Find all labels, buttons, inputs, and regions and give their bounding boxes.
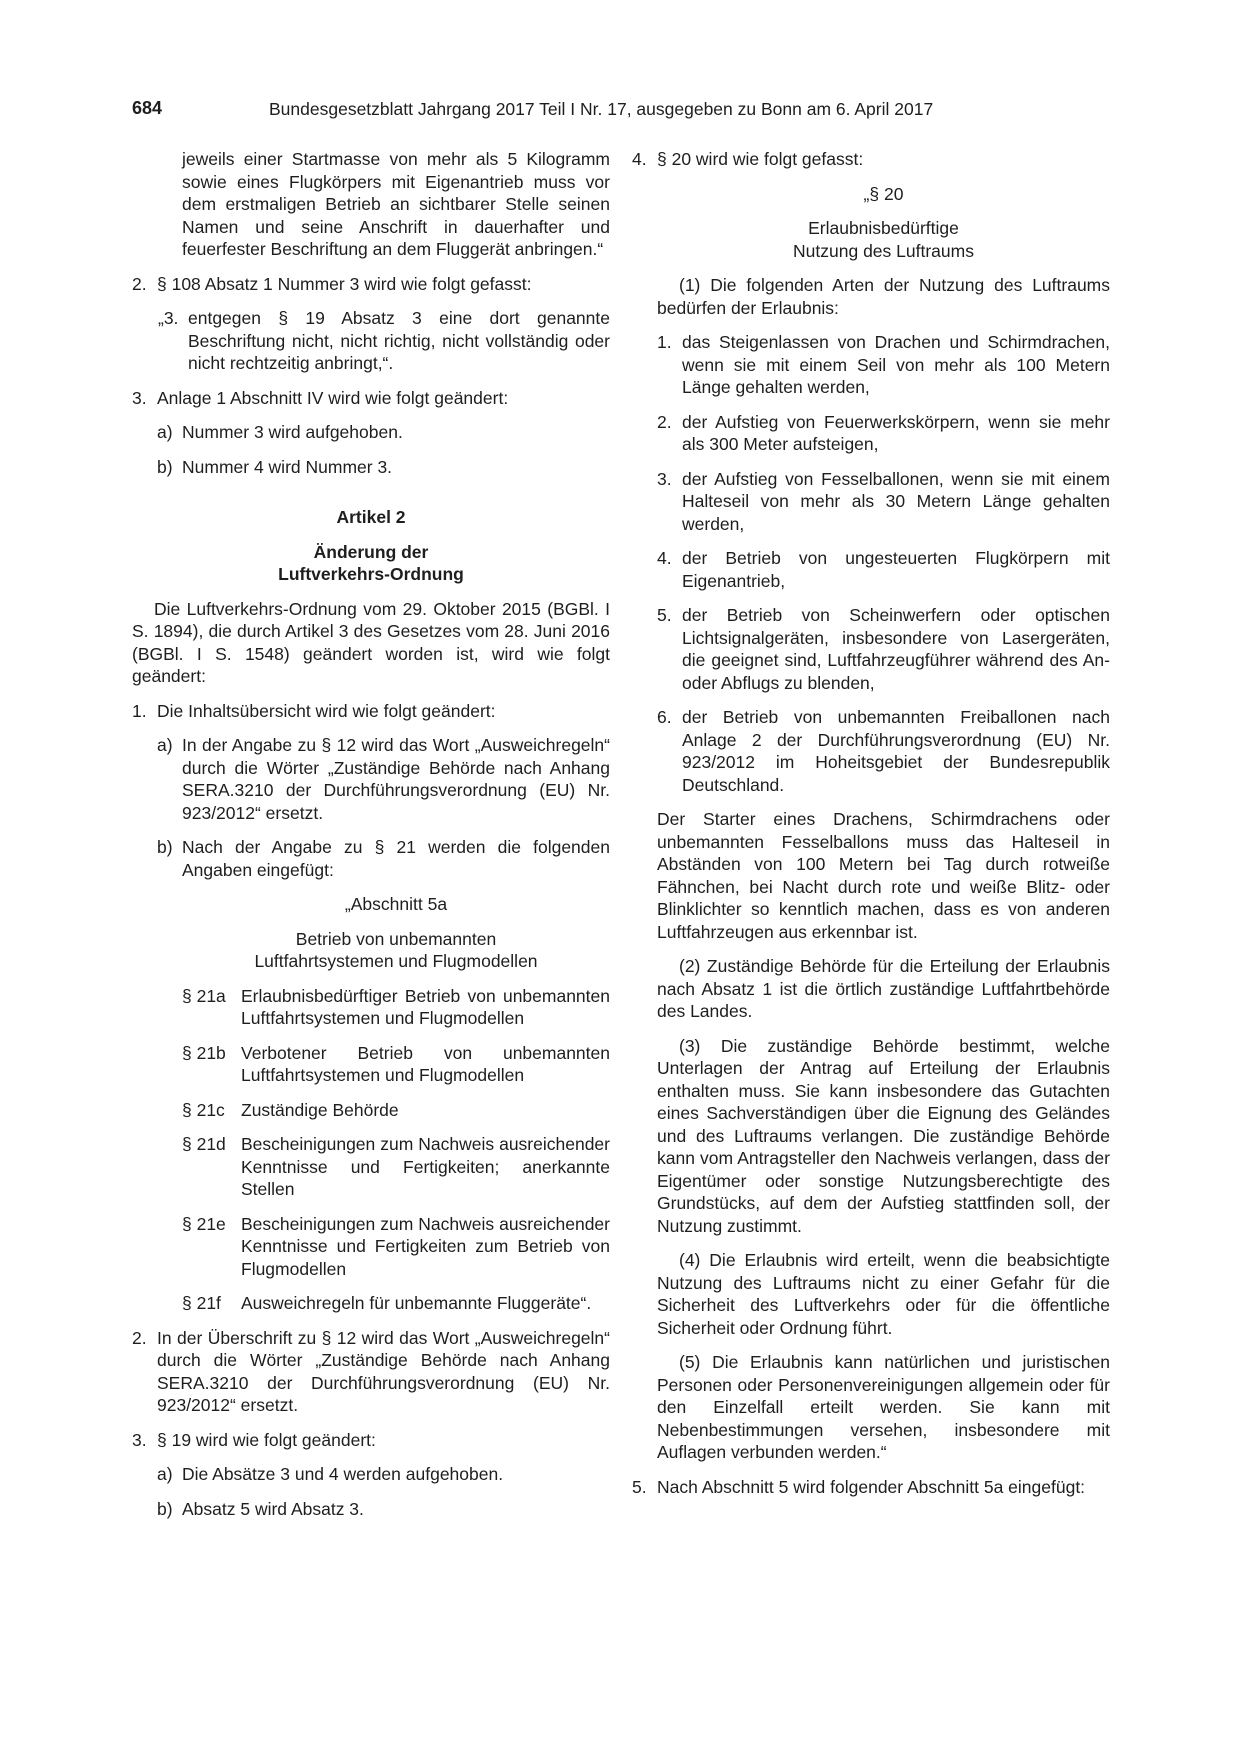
item-text: Die Inhaltsübersicht wird wie folgt geändert:	[157, 700, 496, 721]
item-number: 1.	[132, 700, 147, 721]
item-text: § 20 wird wie folgt gefasst:	[657, 149, 864, 169]
list-item	[632, 547, 1110, 592]
absatz-3: (3) Die zuständige Behörde bestimmt, welche Unterlagen der Antrag auf Erteilung der Erlaubnis enthalten muss. Sie kann insbesondere das Gutachten eines Sachverständigen über die Eignung des Geländes und des Luftraums verlangen. Die zuständige Behörde kann vom Antragsteller den Nachweis verlangen, dass der Eigentümer oder sonstige Nutzungsberechtigte des Grundstücks, auf dem der Aufstieg stattfinden soll, der Nutzung zustimmt.	[657, 1035, 1110, 1236]
item-number: 3.	[657, 468, 672, 489]
absatz-5: (5) Die Erlaubnis kann natürlichen und juristischen Personen oder Personenvereinigungen allgemein oder für den Einzelfall erteilt werden. Sie kann mit Nebenbestimmungen versehen, insbesondere mit Auflagen verbunden werden.“	[657, 1352, 1110, 1462]
item-number: 6.	[657, 707, 672, 727]
toc-entry	[132, 1133, 610, 1201]
list-item	[132, 1327, 610, 1417]
list-item	[632, 148, 1110, 171]
list-item	[632, 411, 1110, 456]
article-subtitle: Änderung der	[313, 541, 429, 562]
paragraph-number: § 21b	[182, 1042, 226, 1063]
item-text: entgegen § 19 Absatz 3 eine dort genannte Beschriftung nicht, nicht richtig, nicht vollständig oder nicht rechtzeitig anbringt,“.	[188, 308, 610, 373]
item-text: der Aufstieg von Feuerwerkskörpern, wenn sie mehr als 300 Meter aufsteigen,	[682, 411, 1110, 454]
quoted-item	[132, 307, 610, 375]
item-text: Die Absätze 3 und 4 werden aufgehoben.	[182, 1464, 504, 1484]
item-text: § 19 wird wie folgt geändert:	[157, 1429, 376, 1450]
item-number: 1.	[657, 332, 672, 352]
gazette-title: Bundesgesetzblatt Jahrgang 2017 Teil I Nr. 17, ausgegeben zu Bonn am 6. April 2017	[269, 99, 934, 119]
list-item	[632, 331, 1110, 399]
item-number: 5.	[657, 605, 672, 625]
sub-item	[132, 421, 610, 444]
item-text: Nach Abschnitt 5 wird folgender Abschnitt 5a eingefügt:	[657, 1476, 1086, 1497]
item-number: „3.	[158, 308, 179, 328]
list-item	[632, 604, 1110, 694]
item-text: der Betrieb von ungesteuerten Flugkörpern mit Eigenantrieb,	[682, 548, 1110, 591]
item-text: § 108 Absatz 1 Nummer 3 wird wie folgt gefasst:	[157, 273, 532, 294]
toc-entry	[132, 1213, 610, 1281]
toc-entry	[132, 985, 610, 1030]
right-column	[632, 148, 1110, 1498]
list-item	[632, 468, 1110, 536]
paragraph-number: § 21a	[182, 985, 226, 1006]
left-column	[132, 148, 610, 1520]
item-letter: a)	[157, 422, 173, 442]
section-subtitle: Luftfahrtsystemen und Flugmodellen	[254, 951, 538, 971]
absatz-2: (2) Zuständige Behörde für die Erteilung der Erlaubnis nach Absatz 1 ist die örtlich zuständige Luftfahrtbehörde des Landes.	[657, 956, 1110, 1021]
intro-paragraph: jeweils einer Startmasse von mehr als 5 Kilogramm sowie eines Flugkörpers mit Eigenantrieb muss vor dem erstmaligen Betrieb an sichtbarer Stelle seinen Namen und seine Anschrift in dauerhafter und feuerfester Beschriftung an dem Fluggerät anbringen.“	[182, 149, 610, 259]
article-title: Artikel 2	[336, 507, 406, 527]
starter-paragraph: Der Starter eines Drachens, Schirmdrachens oder unbemannten Fesselballons muss das Halteseil in Abständen von 100 Metern bei Tag durch rotweiße Fähnchen, bei Nacht durch rote und weiße Blitz- oder Blinklichter so kenntlich machen, dass es von anderen Luftfahrzeugen aus erkennbar ist.	[657, 809, 1110, 942]
item-text: Nummer 4 wird Nummer 3.	[182, 456, 393, 477]
paragraph-title: Ausweichregeln für unbemannte Fluggeräte“.	[241, 1293, 592, 1313]
page-number: 684	[132, 98, 163, 118]
item-text: das Steigenlassen von Drachen und Schirmdrachen, wenn sie mit einem Seil von mehr als 100 Metern Länge gehalten werden,	[682, 332, 1110, 397]
item-number: 2.	[132, 1327, 147, 1348]
paragraph-heading: „§ 20	[863, 183, 904, 204]
item-number: 3.	[132, 387, 147, 408]
paragraph-subtitle: Erlaubnisbedürftige	[808, 218, 959, 238]
section-subtitle: Betrieb von unbemannten	[295, 928, 497, 949]
absatz-4: (4) Die Erlaubnis wird erteilt, wenn die beabsichtigte Nutzung des Luftraums nicht zu einer Gefahr für die Sicherheit des Luftverkehrs oder für die öffentliche Sicherheit oder Ordnung führt.	[657, 1250, 1110, 1338]
list-item	[132, 387, 610, 410]
item-number: 2.	[132, 273, 147, 294]
item-letter: a)	[157, 735, 173, 755]
page-header	[132, 98, 934, 119]
item-text: Anlage 1 Abschnitt IV wird wie folgt geändert:	[157, 387, 509, 408]
item-text: der Betrieb von Scheinwerfern oder optischen Lichtsignalgeräten, insbesondere von Lasergeräten, die geeignet sind, Luftfahrzeugführer während des An- oder Abflugs zu blenden,	[682, 605, 1110, 693]
item-letter: b)	[157, 1498, 173, 1519]
item-number: 2.	[657, 411, 672, 432]
paragraph-subtitle: Nutzung des Luftraums	[793, 240, 974, 261]
sub-item	[132, 1498, 610, 1521]
paragraph-title: Zuständige Behörde	[241, 1099, 399, 1120]
paragraph-number: § 21e	[182, 1213, 226, 1234]
paragraph-number: § 21d	[182, 1134, 226, 1154]
list-item	[632, 706, 1110, 796]
list-item	[132, 1429, 610, 1452]
sub-item	[132, 456, 610, 479]
list-item	[132, 273, 610, 296]
item-text: Absatz 5 wird Absatz 3.	[182, 1498, 364, 1519]
list-item	[132, 700, 610, 723]
list-item	[632, 1476, 1110, 1499]
item-letter: b)	[157, 456, 173, 477]
absatz-1: (1) Die folgenden Arten der Nutzung des Luftraums bedürfen der Erlaubnis:	[657, 275, 1110, 318]
paragraph-title: Bescheinigungen zum Nachweis ausreichender Kenntnisse und Fertigkeiten zum Betrieb von Flugmodellen	[241, 1213, 610, 1279]
paragraph-title: Verbotener Betrieb von unbemannten Luftfahrtsystemen und Flugmodellen	[241, 1042, 610, 1085]
section-title: „Abschnitt 5a	[344, 894, 448, 914]
paragraph-number: § 21c	[182, 1099, 225, 1120]
item-number: 4.	[657, 548, 672, 568]
item-text: Nach der Angabe zu § 21 werden die folgenden Angaben eingefügt:	[182, 837, 610, 880]
paragraph-title: Bescheinigungen zum Nachweis ausreichender Kenntnisse und Fertigkeiten; anerkannte Stellen	[241, 1134, 610, 1199]
sub-item	[132, 734, 610, 824]
item-text: In der Überschrift zu § 12 wird das Wort „Ausweichregeln“ durch die Wörter „Zuständige Behörde nach Anhang SERA.3210 der Durchführungsverordnung (EU) Nr. 923/2012“ ersetzt.	[157, 1327, 610, 1415]
item-text: der Betrieb von unbemannten Freiballonen nach Anlage 2 der Durchführungsverordnung (EU) Nr. 923/2012 im Hoheitsgebiet der Bundesrepublik Deutschland.	[682, 707, 1110, 795]
item-text: In der Angabe zu § 12 wird das Wort „Ausweichregeln“ durch die Wörter „Zuständige Behörde nach Anhang SERA.3210 der Durchführungsverordnung (EU) Nr. 923/2012“ ersetzt.	[182, 735, 610, 823]
paragraph-number: § 21f	[182, 1293, 221, 1313]
item-letter: b)	[157, 837, 173, 857]
paragraph-title: Erlaubnisbedürftiger Betrieb von unbemannten Luftfahrtsystemen und Flugmodellen	[241, 985, 610, 1028]
item-text: der Aufstieg von Fesselballonen, wenn sie mit einem Halteseil von mehr als 30 Metern Länge gehalten werden,	[682, 468, 1110, 534]
article-subtitle: Luftverkehrs-Ordnung	[278, 564, 464, 584]
item-number: 4.	[632, 149, 647, 169]
sub-item	[132, 836, 610, 881]
toc-entry	[132, 1042, 610, 1087]
toc-entry	[132, 1099, 610, 1122]
item-number: 5.	[632, 1476, 647, 1497]
item-text: Nummer 3 wird aufgehoben.	[182, 422, 403, 442]
article-intro: Die Luftverkehrs-Ordnung vom 29. Oktober 2015 (BGBl. I S. 1894), die durch Artikel 3 des Gesetzes vom 28. Juni 2016 (BGBl. I S. 1548) geändert worden ist, wird wie folgt geändert:	[132, 598, 610, 686]
item-letter: a)	[157, 1464, 173, 1484]
toc-entry	[132, 1292, 610, 1315]
sub-item	[132, 1463, 610, 1486]
item-number: 3.	[132, 1429, 147, 1450]
